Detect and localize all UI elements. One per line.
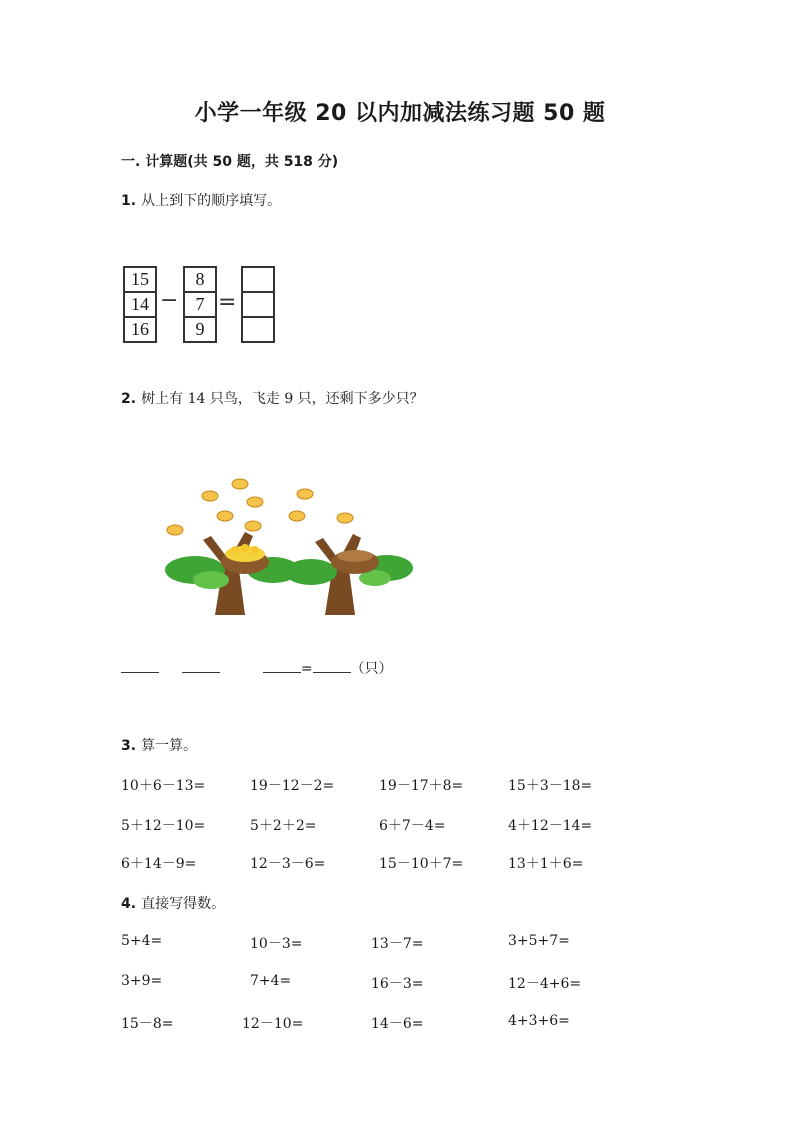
equation: 12－10= [242,1016,304,1032]
question-number: 3. [121,738,137,754]
section-heading: 一. 计算题(共 50 题，共 518 分) [121,154,339,170]
question-text: 直接写得数。 [141,896,226,912]
unit-label: （只） [350,661,393,677]
equation: 14－6= [371,1016,424,1032]
equation: 5＋12－10= [121,818,206,834]
equation: 7+4= [250,973,292,989]
question-3 [121,735,197,755]
minuend-cell: 15 [125,268,155,293]
subtrahend-cell: 9 [195,319,205,339]
answer-cell[interactable] [243,268,273,293]
equation: 19－12－2= [250,778,335,794]
question-2 [121,388,424,408]
equation: 15＋3－18= [508,778,593,794]
answer-cell[interactable] [243,293,273,318]
equation: 13＋1＋6= [508,856,584,872]
equation: 3+5+7= [508,933,570,949]
answer-column [241,266,275,343]
minuend-column [123,266,157,343]
empty-nest-icon [331,550,379,574]
tree-icon [165,532,299,615]
equation: 5＋2＋2= [250,818,317,834]
equation: 10－3= [250,936,303,952]
question-text: 树上有 14 只鸟，飞走 9 只，还剩下多少只？ [141,391,424,407]
blank[interactable] [263,658,301,673]
equation: 4＋12－14= [508,818,593,834]
blank[interactable] [121,658,159,673]
blank[interactable] [182,658,220,673]
equation: 12－3－6= [250,856,326,872]
tree-icon [285,534,413,615]
equation: 15－10＋7= [379,856,464,872]
equals-sign: = [300,661,313,677]
equation: 3+9= [121,973,163,989]
minuend-cell: 14 [125,293,155,318]
question-number: 4. [121,896,137,912]
minus-sign: − [160,288,179,313]
equation: 4+3+6= [508,1013,570,1029]
equation: 15－8= [121,1016,174,1032]
question-text: 算一算。 [141,738,198,754]
nest-icon [221,544,269,574]
equation: 16－3= [371,976,424,992]
question-text: 从上到下的顺序填写。 [141,193,282,209]
question-1 [121,190,281,210]
blank[interactable] [313,658,351,673]
equation: 12－4+6= [508,976,582,992]
answer-cell[interactable] [243,318,273,341]
minuend-cell: 16 [131,319,149,339]
question-number: 2. [121,391,137,407]
birds-in-trees-illustration [155,470,415,615]
page-title: 小学一年级 20 以内加减法练习题 50 题 [194,101,606,126]
subtrahend-cell: 7 [185,293,215,318]
equation: 10＋6－13= [121,778,206,794]
equation: 19－17＋8= [379,778,464,794]
equation: 13－7= [371,936,424,952]
equals-sign: = [218,290,237,315]
equation: 6＋7－4= [379,818,446,834]
equation: 6＋14－9= [121,856,197,872]
question-4 [121,893,225,913]
flying-birds-icon [167,479,353,535]
subtrahend-cell: 8 [185,268,215,293]
subtrahend-column [183,266,217,343]
answer-blanks [121,658,393,678]
equation: 5+4= [121,933,163,949]
question-number: 1. [121,193,137,209]
